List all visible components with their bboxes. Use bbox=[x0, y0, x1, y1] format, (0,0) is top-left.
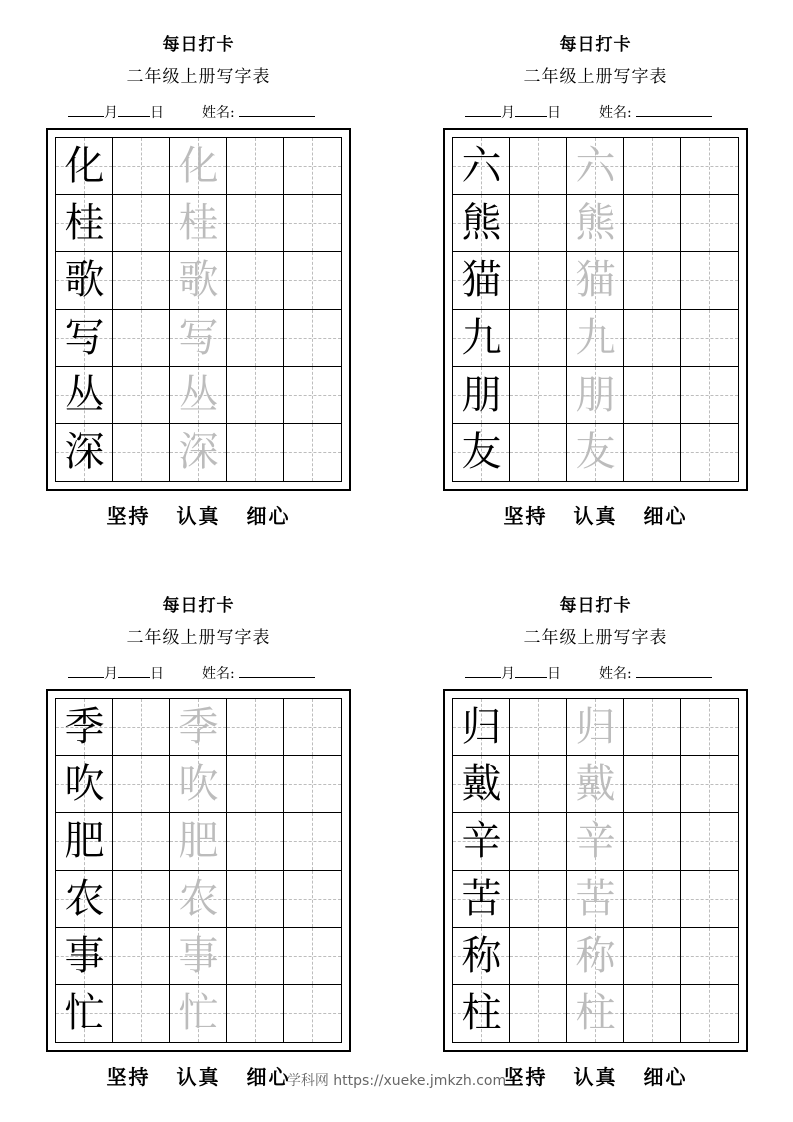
blank-practice-cell[interactable] bbox=[510, 195, 567, 252]
trace-char-cell[interactable] bbox=[567, 985, 624, 1042]
grid-row bbox=[453, 985, 738, 1042]
blank-practice-cell[interactable] bbox=[510, 699, 567, 756]
model-char-cell bbox=[56, 756, 113, 813]
month-label: 月 bbox=[104, 105, 118, 121]
trace-character: 辛 bbox=[575, 818, 616, 865]
trace-character: 朋 bbox=[575, 371, 616, 418]
trace-char-cell[interactable] bbox=[170, 985, 227, 1042]
grid-row bbox=[453, 871, 738, 928]
model-char-cell bbox=[56, 367, 113, 424]
trace-char-cell[interactable] bbox=[170, 195, 227, 252]
card-title: 每日打卡 bbox=[559, 596, 632, 616]
blank-practice-cell[interactable] bbox=[113, 985, 170, 1042]
footer-watermark: 学科网 https://xueke.jmkzh.com bbox=[286, 1073, 507, 1089]
blank-practice-cell[interactable] bbox=[624, 699, 681, 756]
trace-character: 歌 bbox=[178, 257, 219, 304]
trace-character: 苦 bbox=[575, 875, 616, 922]
writing-grid-frame bbox=[46, 128, 351, 491]
trace-char-cell[interactable] bbox=[567, 252, 624, 309]
blank-practice-cell[interactable] bbox=[681, 871, 738, 928]
model-char-cell bbox=[56, 813, 113, 870]
name-blank[interactable] bbox=[636, 664, 712, 678]
blank-practice-cell[interactable] bbox=[113, 424, 170, 481]
writing-grid bbox=[452, 137, 739, 482]
grid-row bbox=[56, 756, 341, 813]
model-character: 辛 bbox=[461, 818, 502, 865]
blank-practice-cell[interactable] bbox=[227, 138, 284, 195]
grid-row bbox=[56, 928, 341, 985]
model-character: 农 bbox=[64, 875, 105, 922]
model-character: 桂 bbox=[64, 200, 105, 247]
model-char-cell bbox=[453, 195, 510, 252]
model-character: 友 bbox=[461, 429, 502, 475]
trace-character: 九 bbox=[575, 314, 616, 361]
card-subtitle: 二年级上册写字表 bbox=[523, 67, 668, 87]
model-char-cell bbox=[56, 138, 113, 195]
blank-practice-cell[interactable] bbox=[624, 756, 681, 813]
trace-char-cell[interactable] bbox=[170, 813, 227, 870]
month-blank[interactable] bbox=[465, 103, 501, 117]
day-blank[interactable] bbox=[118, 664, 150, 678]
name-label: 姓名: bbox=[202, 105, 235, 121]
grid-row bbox=[56, 252, 341, 309]
blank-practice-cell[interactable] bbox=[681, 367, 738, 424]
blank-practice-cell[interactable] bbox=[113, 813, 170, 870]
blank-practice-cell[interactable] bbox=[624, 252, 681, 309]
grid-row bbox=[453, 252, 738, 309]
blank-practice-cell[interactable] bbox=[624, 871, 681, 928]
blank-practice-cell[interactable] bbox=[113, 756, 170, 813]
model-character: 吹 bbox=[64, 761, 105, 808]
motto-word: 坚持 bbox=[106, 1065, 151, 1089]
trace-character: 季 bbox=[178, 704, 219, 750]
trace-char-cell[interactable] bbox=[170, 138, 227, 195]
blank-practice-cell[interactable] bbox=[113, 138, 170, 195]
name-label: 姓名: bbox=[599, 666, 632, 682]
blank-practice-cell[interactable] bbox=[624, 195, 681, 252]
motto bbox=[443, 500, 748, 529]
motto bbox=[46, 500, 351, 529]
model-character: 戴 bbox=[461, 761, 502, 808]
grid-row bbox=[453, 928, 738, 985]
motto-word: 认真 bbox=[573, 504, 618, 528]
blank-practice-cell[interactable] bbox=[227, 310, 284, 367]
writing-grid bbox=[55, 137, 342, 482]
blank-practice-cell[interactable] bbox=[113, 195, 170, 252]
month-label: 月 bbox=[104, 666, 118, 682]
trace-char-cell[interactable] bbox=[170, 252, 227, 309]
blank-practice-cell[interactable] bbox=[113, 928, 170, 985]
blank-practice-cell[interactable] bbox=[681, 928, 738, 985]
blank-practice-cell[interactable] bbox=[510, 138, 567, 195]
trace-character: 肥 bbox=[178, 818, 219, 865]
blank-practice-cell[interactable] bbox=[284, 756, 341, 813]
motto-word: 认真 bbox=[176, 1065, 221, 1089]
blank-practice-cell[interactable] bbox=[681, 310, 738, 367]
model-character: 事 bbox=[64, 932, 105, 979]
date-name-line bbox=[68, 663, 315, 683]
trace-char-cell[interactable] bbox=[170, 756, 227, 813]
model-character: 写 bbox=[64, 314, 105, 361]
blank-practice-cell[interactable] bbox=[113, 252, 170, 309]
grid-row bbox=[453, 424, 738, 481]
model-character: 肥 bbox=[64, 818, 105, 865]
model-char-cell bbox=[453, 928, 510, 985]
model-character: 深 bbox=[64, 429, 105, 475]
model-char-cell bbox=[453, 985, 510, 1042]
model-char-cell bbox=[453, 699, 510, 756]
motto-word: 细心 bbox=[246, 504, 291, 528]
model-character: 六 bbox=[461, 143, 502, 189]
trace-char-cell[interactable] bbox=[170, 424, 227, 481]
blank-practice-cell[interactable] bbox=[227, 756, 284, 813]
trace-char-cell[interactable] bbox=[170, 699, 227, 756]
month-blank[interactable] bbox=[68, 103, 104, 117]
blank-practice-cell[interactable] bbox=[510, 985, 567, 1042]
blank-practice-cell[interactable] bbox=[227, 424, 284, 481]
model-character: 歌 bbox=[64, 257, 105, 304]
writing-grid-frame bbox=[443, 128, 748, 491]
trace-char-cell[interactable] bbox=[567, 138, 624, 195]
trace-character: 桂 bbox=[178, 200, 219, 247]
blank-practice-cell[interactable] bbox=[284, 871, 341, 928]
date-name-line bbox=[68, 102, 315, 122]
practice-card bbox=[46, 0, 351, 528]
writing-grid bbox=[55, 698, 342, 1043]
model-character: 柱 bbox=[461, 990, 502, 1036]
name-label: 姓名: bbox=[202, 666, 235, 682]
day-label: 日 bbox=[150, 105, 164, 121]
trace-character: 熊 bbox=[575, 200, 616, 247]
grid-row bbox=[56, 985, 341, 1042]
blank-practice-cell[interactable] bbox=[510, 310, 567, 367]
blank-practice-cell[interactable] bbox=[681, 756, 738, 813]
model-char-cell bbox=[56, 252, 113, 309]
trace-char-cell[interactable] bbox=[170, 928, 227, 985]
grid-row bbox=[453, 310, 738, 367]
trace-char-cell[interactable] bbox=[567, 195, 624, 252]
motto-word: 细心 bbox=[246, 1065, 291, 1089]
blank-practice-cell[interactable] bbox=[510, 252, 567, 309]
grid-row bbox=[56, 195, 341, 252]
trace-character: 丛 bbox=[178, 371, 219, 418]
trace-character: 六 bbox=[575, 143, 616, 189]
model-char-cell bbox=[56, 928, 113, 985]
blank-practice-cell[interactable] bbox=[510, 928, 567, 985]
blank-practice-cell[interactable] bbox=[510, 871, 567, 928]
trace-character: 猫 bbox=[575, 257, 616, 304]
date-name-line bbox=[465, 102, 712, 122]
model-character: 忙 bbox=[64, 990, 105, 1036]
model-character: 苦 bbox=[461, 875, 502, 922]
blank-practice-cell[interactable] bbox=[284, 985, 341, 1042]
blank-practice-cell[interactable] bbox=[624, 928, 681, 985]
card-subtitle: 二年级上册写字表 bbox=[126, 628, 271, 648]
blank-practice-cell[interactable] bbox=[284, 195, 341, 252]
blank-practice-cell[interactable] bbox=[284, 310, 341, 367]
blank-practice-cell[interactable] bbox=[113, 871, 170, 928]
day-label: 日 bbox=[547, 105, 561, 121]
model-char-cell bbox=[453, 252, 510, 309]
blank-practice-cell[interactable] bbox=[227, 367, 284, 424]
trace-character: 事 bbox=[178, 932, 219, 979]
blank-practice-cell[interactable] bbox=[624, 813, 681, 870]
model-character: 归 bbox=[461, 704, 502, 750]
model-char-cell bbox=[453, 813, 510, 870]
name-label: 姓名: bbox=[599, 105, 632, 121]
month-label: 月 bbox=[501, 105, 515, 121]
model-char-cell bbox=[453, 756, 510, 813]
day-label: 日 bbox=[150, 666, 164, 682]
model-char-cell bbox=[56, 424, 113, 481]
trace-character: 柱 bbox=[575, 990, 616, 1036]
grid-row bbox=[453, 367, 738, 424]
trace-character: 友 bbox=[575, 429, 616, 475]
name-blank[interactable] bbox=[239, 103, 315, 117]
blank-practice-cell[interactable] bbox=[227, 813, 284, 870]
motto-word: 认真 bbox=[176, 504, 221, 528]
blank-practice-cell[interactable] bbox=[284, 928, 341, 985]
grid-row bbox=[453, 195, 738, 252]
trace-char-cell[interactable] bbox=[567, 871, 624, 928]
trace-char-cell[interactable] bbox=[567, 756, 624, 813]
grid-row bbox=[56, 310, 341, 367]
model-char-cell bbox=[56, 871, 113, 928]
trace-char-cell[interactable] bbox=[567, 424, 624, 481]
motto-word: 坚持 bbox=[503, 1065, 548, 1089]
card-title: 每日打卡 bbox=[162, 596, 235, 616]
writing-grid-frame bbox=[443, 689, 748, 1052]
blank-practice-cell[interactable] bbox=[284, 252, 341, 309]
model-character: 猫 bbox=[461, 257, 502, 304]
blank-practice-cell[interactable] bbox=[624, 424, 681, 481]
model-character: 季 bbox=[64, 704, 105, 750]
model-char-cell bbox=[453, 310, 510, 367]
trace-char-cell[interactable] bbox=[170, 310, 227, 367]
blank-practice-cell[interactable] bbox=[681, 985, 738, 1042]
model-character: 朋 bbox=[461, 371, 502, 418]
blank-practice-cell[interactable] bbox=[113, 310, 170, 367]
grid-row bbox=[56, 699, 341, 756]
grid-row bbox=[453, 756, 738, 813]
trace-char-cell[interactable] bbox=[567, 699, 624, 756]
trace-character: 写 bbox=[178, 314, 219, 361]
model-character: 丛 bbox=[64, 371, 105, 418]
trace-char-cell[interactable] bbox=[567, 310, 624, 367]
blank-practice-cell[interactable] bbox=[113, 367, 170, 424]
model-char-cell bbox=[56, 195, 113, 252]
grid-row bbox=[56, 138, 341, 195]
motto-word: 细心 bbox=[643, 1065, 688, 1089]
model-character: 称 bbox=[461, 932, 502, 979]
blank-practice-cell[interactable] bbox=[284, 813, 341, 870]
model-character: 化 bbox=[64, 143, 105, 189]
model-char-cell bbox=[453, 367, 510, 424]
month-blank[interactable] bbox=[68, 664, 104, 678]
blank-practice-cell[interactable] bbox=[227, 871, 284, 928]
blank-practice-cell[interactable] bbox=[510, 813, 567, 870]
month-blank[interactable] bbox=[465, 664, 501, 678]
trace-char-cell[interactable] bbox=[567, 928, 624, 985]
blank-practice-cell[interactable] bbox=[510, 367, 567, 424]
motto-word: 细心 bbox=[643, 504, 688, 528]
blank-practice-cell[interactable] bbox=[681, 138, 738, 195]
trace-character: 吹 bbox=[178, 761, 219, 808]
blank-practice-cell[interactable] bbox=[227, 195, 284, 252]
writing-grid-frame bbox=[46, 689, 351, 1052]
motto-word: 坚持 bbox=[106, 504, 151, 528]
model-char-cell bbox=[453, 138, 510, 195]
day-blank[interactable] bbox=[515, 103, 547, 117]
blank-practice-cell[interactable] bbox=[681, 195, 738, 252]
model-char-cell bbox=[453, 424, 510, 481]
name-blank[interactable] bbox=[239, 664, 315, 678]
date-name-line bbox=[465, 663, 712, 683]
blank-practice-cell[interactable] bbox=[624, 367, 681, 424]
model-char-cell bbox=[56, 985, 113, 1042]
trace-character: 忙 bbox=[178, 990, 219, 1036]
card-subtitle: 二年级上册写字表 bbox=[126, 67, 271, 87]
practice-card bbox=[443, 561, 748, 1089]
blank-practice-cell[interactable] bbox=[284, 424, 341, 481]
grid-row bbox=[453, 699, 738, 756]
grid-row bbox=[453, 813, 738, 870]
blank-practice-cell[interactable] bbox=[510, 424, 567, 481]
blank-practice-cell[interactable] bbox=[624, 310, 681, 367]
blank-practice-cell[interactable] bbox=[681, 813, 738, 870]
blank-practice-cell[interactable] bbox=[681, 699, 738, 756]
trace-char-cell[interactable] bbox=[170, 367, 227, 424]
writing-grid bbox=[452, 698, 739, 1043]
trace-character: 化 bbox=[178, 143, 219, 189]
model-char-cell bbox=[56, 310, 113, 367]
blank-practice-cell[interactable] bbox=[113, 699, 170, 756]
model-character: 熊 bbox=[461, 200, 502, 247]
blank-practice-cell[interactable] bbox=[681, 252, 738, 309]
trace-character: 戴 bbox=[575, 761, 616, 808]
model-char-cell bbox=[56, 699, 113, 756]
motto-word: 坚持 bbox=[503, 504, 548, 528]
month-label: 月 bbox=[501, 666, 515, 682]
blank-practice-cell[interactable] bbox=[624, 985, 681, 1042]
blank-practice-cell[interactable] bbox=[227, 699, 284, 756]
blank-practice-cell[interactable] bbox=[284, 367, 341, 424]
blank-practice-cell[interactable] bbox=[284, 699, 341, 756]
model-char-cell bbox=[453, 871, 510, 928]
blank-practice-cell[interactable] bbox=[227, 985, 284, 1042]
grid-row bbox=[56, 813, 341, 870]
grid-row bbox=[453, 138, 738, 195]
trace-char-cell[interactable] bbox=[170, 871, 227, 928]
blank-practice-cell[interactable] bbox=[624, 138, 681, 195]
trace-character: 归 bbox=[575, 704, 616, 750]
day-blank[interactable] bbox=[515, 664, 547, 678]
trace-char-cell[interactable] bbox=[567, 813, 624, 870]
blank-practice-cell[interactable] bbox=[227, 928, 284, 985]
card-title: 每日打卡 bbox=[162, 35, 235, 55]
day-blank[interactable] bbox=[118, 103, 150, 117]
trace-character: 深 bbox=[178, 429, 219, 475]
trace-character: 称 bbox=[575, 932, 616, 979]
grid-row bbox=[56, 367, 341, 424]
grid-row bbox=[56, 871, 341, 928]
practice-card bbox=[46, 561, 351, 1089]
trace-character: 农 bbox=[178, 875, 219, 922]
blank-practice-cell[interactable] bbox=[681, 424, 738, 481]
motto-word: 认真 bbox=[573, 1065, 618, 1089]
trace-char-cell[interactable] bbox=[567, 367, 624, 424]
day-label: 日 bbox=[547, 666, 561, 682]
grid-row bbox=[56, 424, 341, 481]
card-subtitle: 二年级上册写字表 bbox=[523, 628, 668, 648]
card-title: 每日打卡 bbox=[559, 35, 632, 55]
practice-card bbox=[443, 0, 748, 528]
blank-practice-cell[interactable] bbox=[284, 138, 341, 195]
name-blank[interactable] bbox=[636, 103, 712, 117]
blank-practice-cell[interactable] bbox=[510, 756, 567, 813]
blank-practice-cell[interactable] bbox=[227, 252, 284, 309]
model-character: 九 bbox=[461, 314, 502, 361]
